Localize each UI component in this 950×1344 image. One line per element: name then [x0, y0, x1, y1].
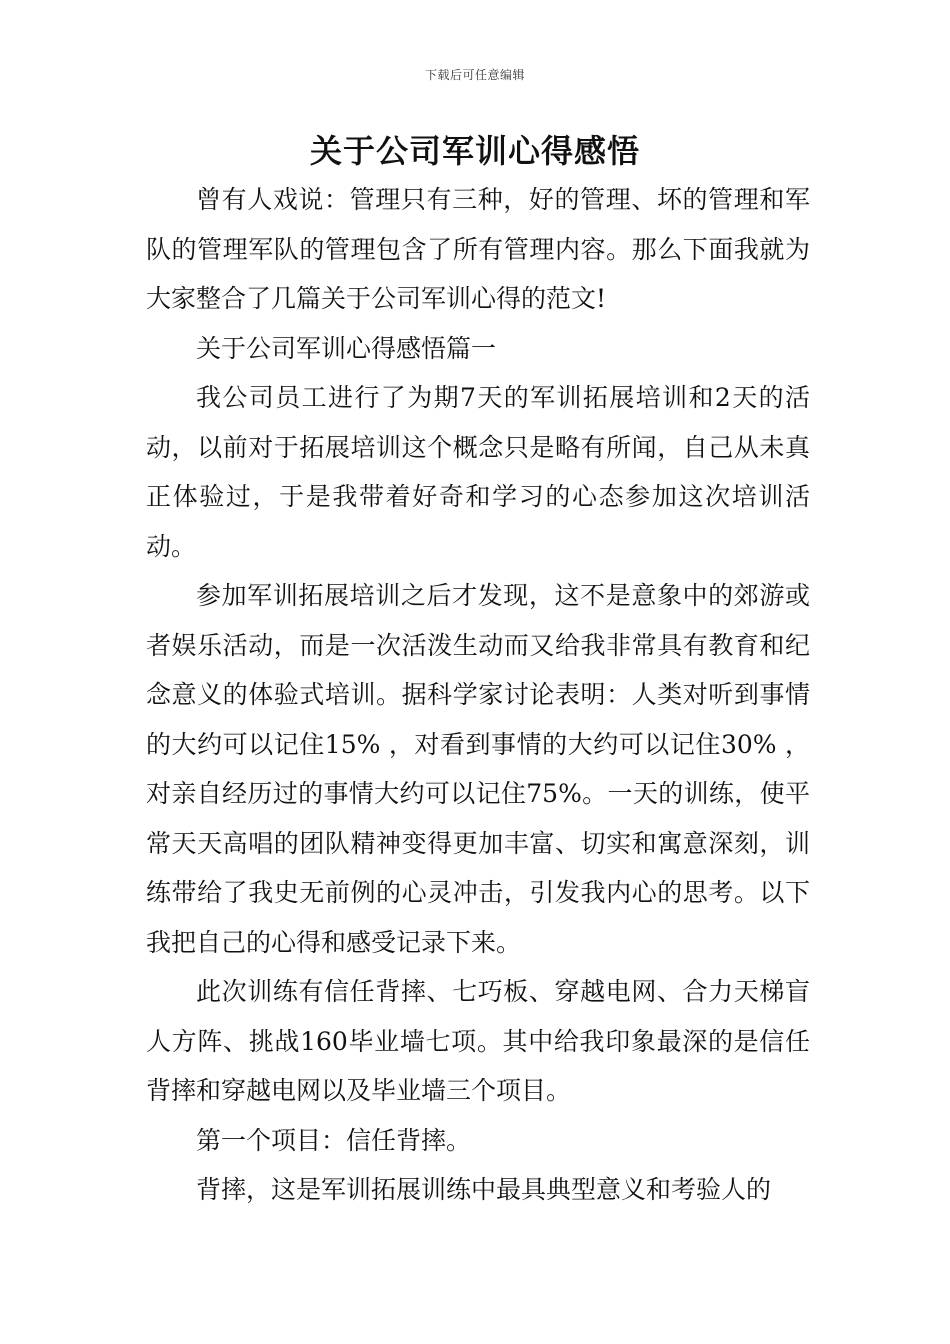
paragraph-section-heading: 关于公司军训心得感悟篇一 — [196, 333, 497, 363]
paragraph-experience: 参加军训拓展培训之后才发现，这不是意象中的郊游或者娱乐活动，而是一次活泼生动而又给我非常具有教育和纪念意义的体验式培训。据科学家讨论表明：人类对听到事情的大约可以记住15% ，对看到事情的大约可以记住30% ，对亲自经历过的事情大约可以记住75%。一天的训练，使平常天天高唱的团队精神变得更加丰富、切实和寓意深刻，训练带给了我史无前例的心灵冲击，引发我内心的思考。以下我把自己的心得和感受记录下来。 — [146, 581, 810, 957]
document-title: 关于公司军训心得感悟 — [309, 132, 640, 170]
paragraph-trust-fall: 背摔，这是军训拓展训练中最具典型意义和考验人的 — [196, 1175, 772, 1204]
document-body — [146, 175, 810, 1215]
paragraph-first-project: 第一个项目：信任背摔。 — [196, 1125, 472, 1155]
paragraph-intro: 曾有人戏说：管理只有三种，好的管理、坏的管理和军队的管理军队的管理包含了所有管理内容。那么下面我就为大家整合了几篇关于公司军训心得的范文! — [146, 185, 810, 313]
header-note: 下载后可任意编辑 — [424, 68, 525, 82]
paragraph-projects: 此次训练有信任背摔、七巧板、穿越电网、合力天梯盲人方阵、挑战160毕业墙七项。其中给我印象最深的是信任背摔和穿越电网以及毕业墙三个项目。 — [146, 977, 810, 1105]
paragraph-training-intro: 我公司员工进行了为期7天的军训拓展培训和2天的活动，以前对于拓展培训这个概念只是略有所闻，自己从未真正体验过，于是我带着好奇和学习的心态参加这次培训活动。 — [146, 383, 810, 561]
